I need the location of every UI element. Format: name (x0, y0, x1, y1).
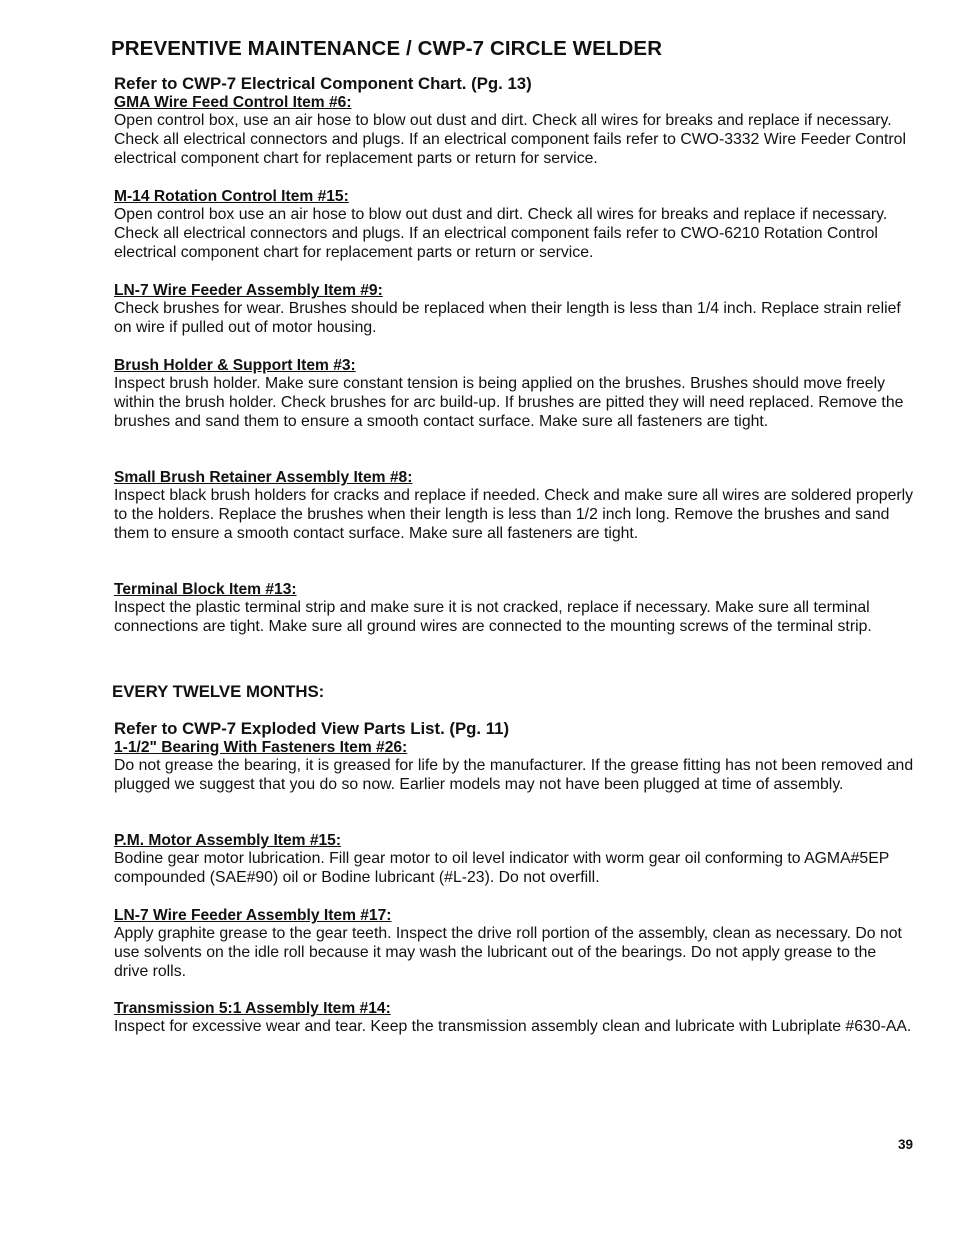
section-brush-holder (114, 357, 914, 431)
section-body-bearing: Do not grease the bearing, it is greased for life by the manufacturer. If the grease fitting has not been removed and plugged we suggest that you do so now. Earlier models may not have been plugged at time of assembly. (114, 757, 914, 793)
section-heading-pm-motor: P.M. Motor Assembly Item #15: (114, 832, 342, 849)
section-body-m14-rotation: Open control box use an air hose to blow out dust and dirt. Check all wires for breaks and replace if necessary. Check all electrical connectors and plugs. If an electrical component fails refer to CWO-6210 Rotation Control electrical component chart for replacement parts or return or service. (114, 206, 888, 261)
section-transmission (114, 1000, 914, 1037)
section-body-ln7-item9: Check brushes for wear. Brushes should be replaced when their length is less than 1/4 inch. Replace strain relief on wire if pulled out of motor housing. (114, 300, 901, 336)
section-heading-ln7-item17: LN-7 Wire Feeder Assembly Item #17: (114, 907, 392, 924)
section-body-pm-motor: Bodine gear motor lubrication. Fill gear motor to oil level indicator with worm gear oil conforming to AGMA#5EP compounded (SAE#90) oil or Bodine lubricant (#L-23). Do not overfill. (114, 850, 889, 886)
section-heading-terminal-block: Terminal Block Item #13: (114, 581, 297, 598)
section-pm-motor (114, 832, 914, 888)
section-body-terminal-block: Inspect the plastic terminal strip and make sure it is not cracked, replace if necessary. Make sure all terminal connections are tight. Make sure all ground wires are connected to the mounting screws of the terminal strip. (114, 599, 872, 635)
page-number: 39 (897, 1137, 913, 1152)
section-ln7-wire-feeder-9 (114, 282, 914, 338)
electrical-chart-reference: Refer to CWP-7 Electrical Component Chart. (Pg. 13) (114, 74, 532, 93)
section-heading-brush-holder: Brush Holder & Support Item #3: (114, 357, 356, 374)
section-terminal-block (114, 581, 914, 637)
every-twelve-months-heading: EVERY TWELVE MONTHS: (112, 682, 325, 701)
section-heading-ln7-item9: LN-7 Wire Feeder Assembly Item #9: (114, 282, 383, 299)
section-m14-rotation-control (114, 188, 914, 262)
section-heading-m14-rotation: M-14 Rotation Control Item #15: (114, 188, 349, 205)
electrical-reference-block (114, 74, 914, 168)
section-body-ln7-item17: Apply graphite grease to the gear teeth. Inspect the drive roll portion of the assembly, clean as necessary. Do not use solvents on the idle roll because it may wash the lubricant out of the bearings. Do not apply grease to the drive rolls. (114, 925, 902, 980)
exploded-view-reference-block (114, 719, 914, 795)
section-heading-transmission: Transmission 5:1 Assembly Item #14: (114, 1000, 391, 1017)
exploded-view-reference: Refer to CWP-7 Exploded View Parts List. (Pg. 11) (114, 719, 510, 738)
section-body-brush-holder: Inspect brush holder. Make sure constant tension is being applied on the brushes. Brushes should move freely within the brush holder. Check brushes for arc build-up. If brushes are pitted they will need replaced. Remove the brushes and sand them to ensure a smooth contact surface. Make sure all fasteners are tight. (114, 375, 904, 430)
section-body-transmission: Inspect for excessive wear and tear. Keep the transmission assembly clean and lubricate with Lubriplate #630-AA. (114, 1018, 912, 1035)
section-body-gma-wire-feed: Open control box, use an air hose to blow out dust and dirt. Check all wires for breaks and replace if necessary. Check all electrical connectors and plugs. If an electrical component fails refer to CWO-3332 Wire Feeder Control electrical component chart for replacement parts or return for service. (114, 112, 906, 167)
section-heading-bearing: 1-1/2" Bearing With Fasteners Item #26: (114, 739, 408, 756)
section-small-brush-retainer (114, 469, 914, 543)
section-heading-small-brush-retainer: Small Brush Retainer Assembly Item #8: (114, 469, 413, 486)
section-body-small-brush-retainer: Inspect black brush holders for cracks and replace if needed. Check and make sure all wires are soldered properly to the holders. Replace the brushes when their length is less than 1/2 inch long. Remove the brushes and sand them to ensure a smooth contact surface. Make sure all fasteners are tight. (114, 487, 914, 542)
section-ln7-wire-feeder-17 (114, 907, 914, 981)
page-title: PREVENTIVE MAINTENANCE / CWP-7 CIRCLE WELDER (111, 37, 663, 60)
section-heading-gma-wire-feed: GMA Wire Feed Control Item #6: (114, 94, 352, 111)
